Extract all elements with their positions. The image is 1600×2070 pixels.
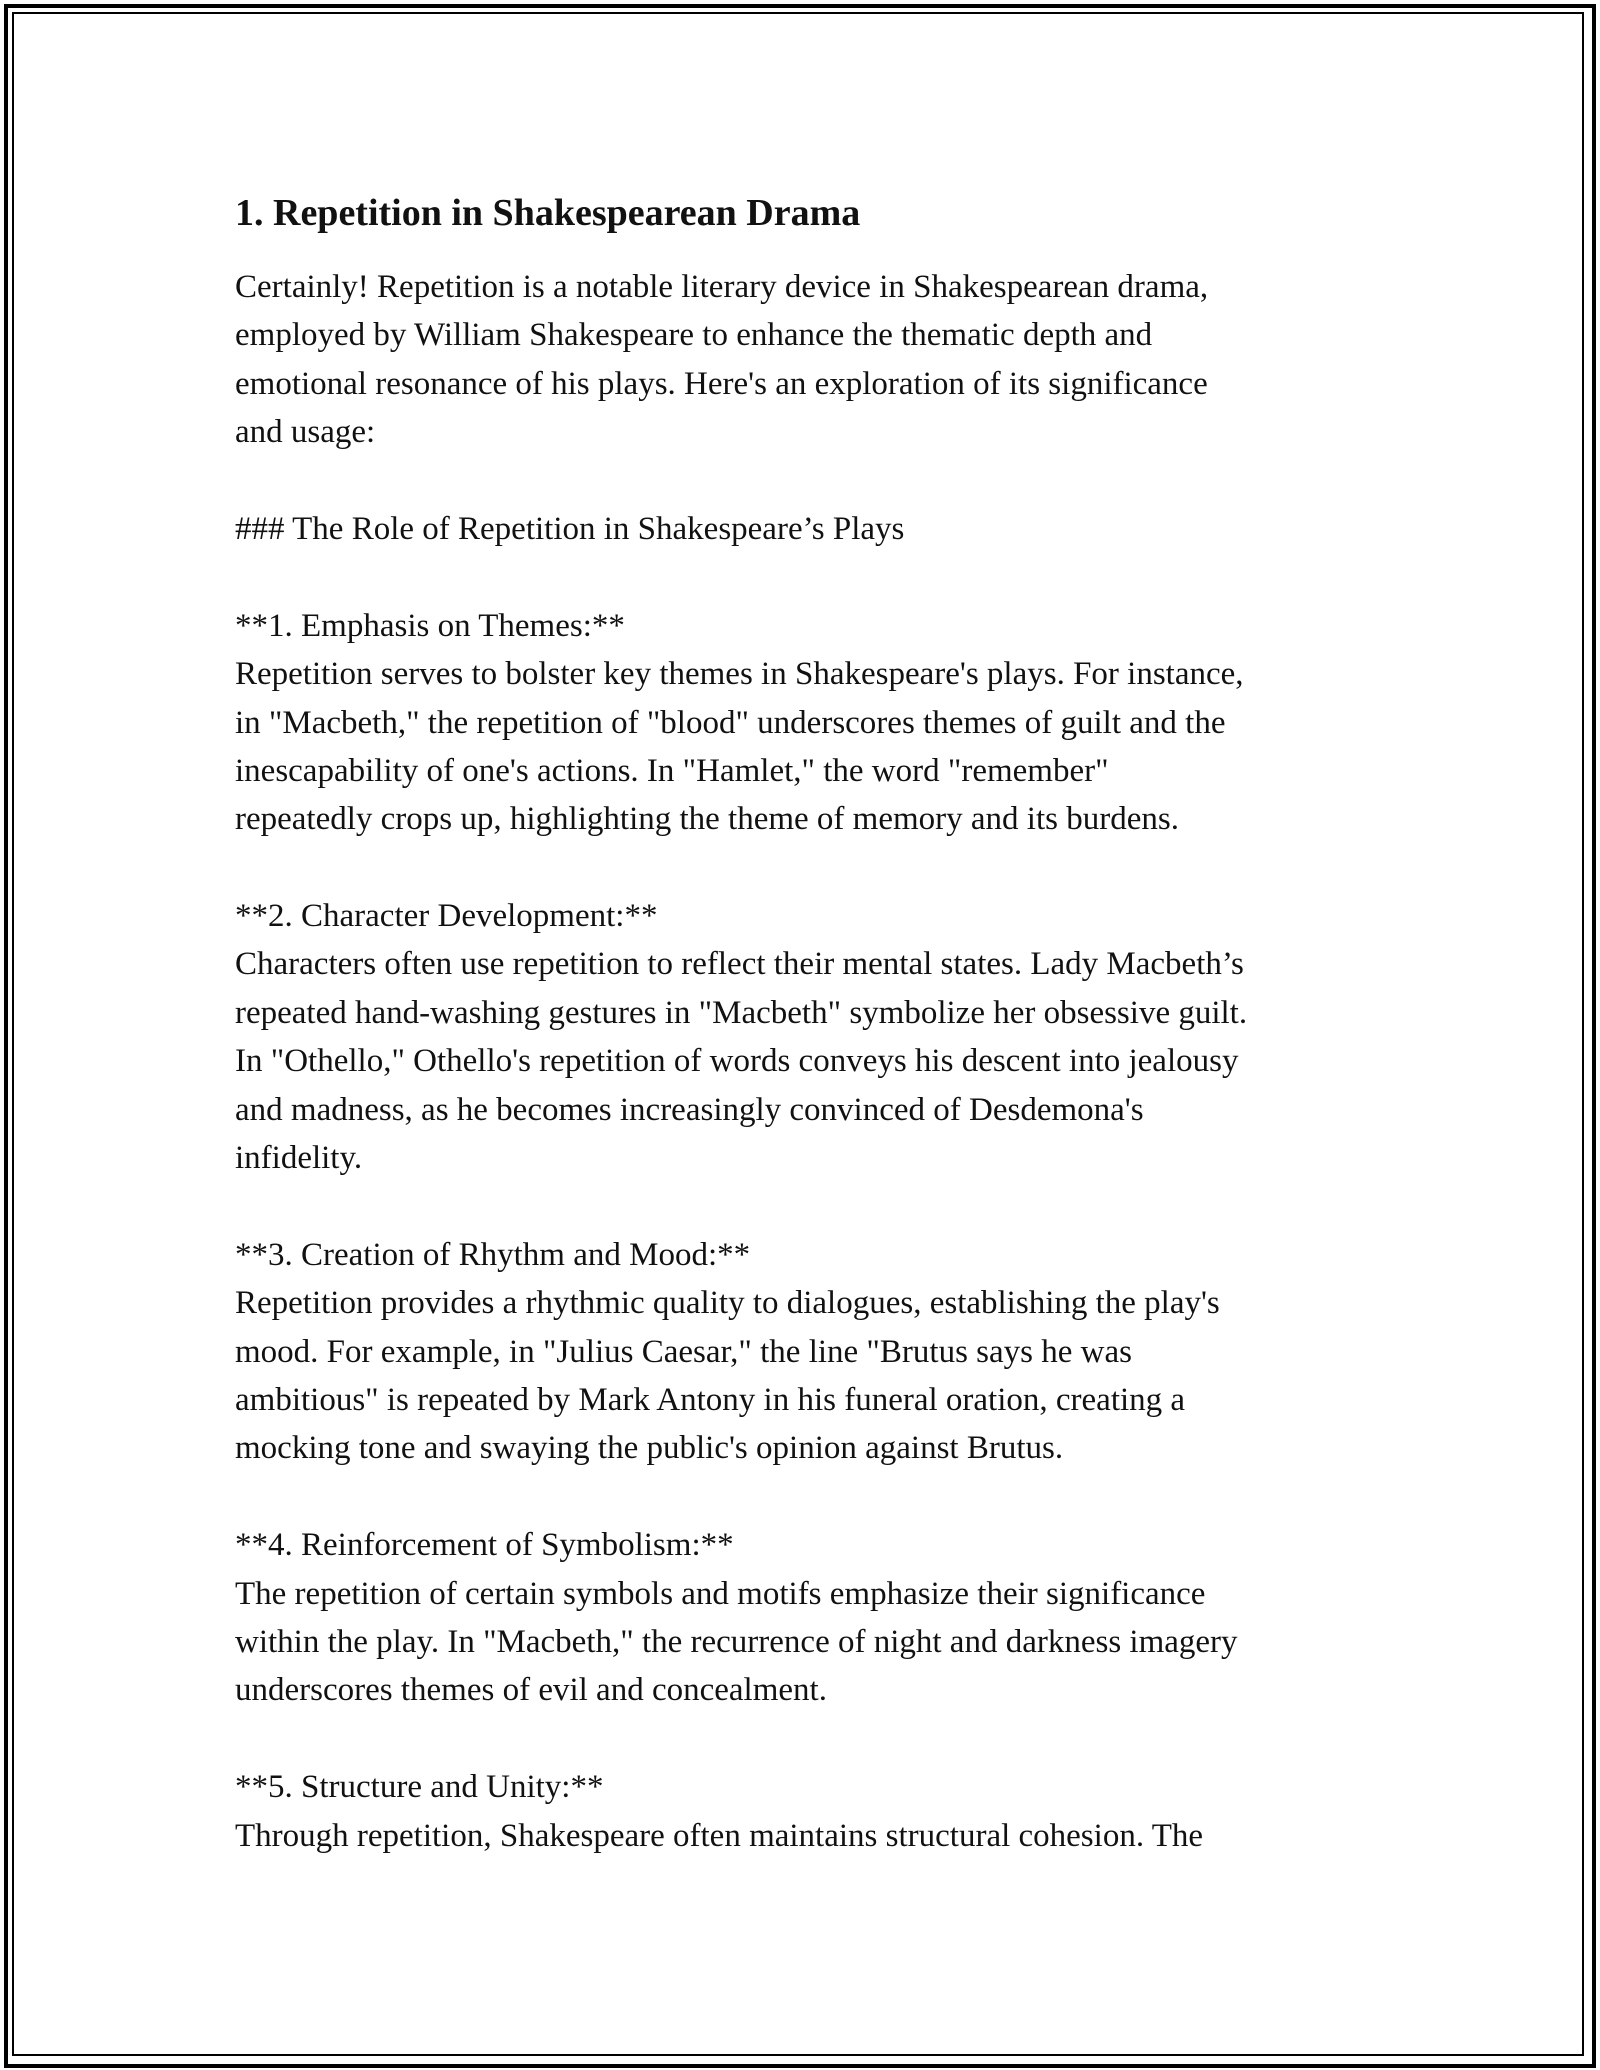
paragraph-gap	[235, 553, 1375, 601]
paragraph-gap	[235, 1182, 1375, 1230]
intro-line: emotional resonance of his plays. Here's an exploration of its significance	[235, 365, 1208, 402]
section-heading	[235, 505, 1375, 553]
point-heading: **2. Character Development:**	[235, 898, 658, 935]
point-line: and madness, as he becomes increasingly convinced of Desdemona's	[235, 1091, 1144, 1128]
point-line: Through repetition, Shakespeare often maintains structural cohesion. The	[235, 1817, 1204, 1854]
point-heading: **1. Emphasis on Themes:**	[235, 607, 625, 644]
point-line: in "Macbeth," the repetition of "blood" underscores themes of guilt and the	[235, 704, 1226, 741]
point-line: repeatedly crops up, highlighting the theme of memory and its burdens.	[235, 801, 1179, 838]
paragraph-gap	[235, 1715, 1375, 1763]
point-line: The repetition of certain symbols and motifs emphasize their significance	[235, 1575, 1206, 1612]
paragraph-gap	[235, 1473, 1375, 1521]
document-body	[235, 185, 1375, 1860]
point-heading: **5. Structure and Unity:**	[235, 1769, 604, 1806]
point-line: underscores themes of evil and concealment.	[235, 1672, 827, 1709]
intro-line: employed by William Shakespeare to enhance the thematic depth and	[235, 317, 1153, 354]
point-symbolism	[235, 1521, 1375, 1715]
point-line: within the play. In "Macbeth," the recurrence of night and darkness imagery	[235, 1623, 1238, 1660]
point-line: mocking tone and swaying the public's opinion against Brutus.	[235, 1430, 1064, 1467]
point-structure-and-unity	[235, 1763, 1375, 1860]
point-line: In "Othello," Othello's repetition of words conveys his descent into jealousy	[235, 1043, 1239, 1080]
point-character-development	[235, 892, 1375, 1182]
point-emphasis-on-themes	[235, 602, 1375, 844]
section-heading-text: ### The Role of Repetition in Shakespeare’s Plays	[235, 510, 905, 547]
intro-paragraph	[235, 263, 1375, 457]
point-line: repeated hand-washing gestures in "Macbeth" symbolize her obsessive guilt.	[235, 994, 1248, 1031]
point-line: mood. For example, in "Julius Caesar," the line "Brutus says he was	[235, 1333, 1132, 1370]
point-heading: **3. Creation of Rhythm and Mood:**	[235, 1236, 751, 1273]
paragraph-gap	[235, 457, 1375, 505]
intro-line: and usage:	[235, 414, 376, 451]
point-line: Repetition serves to bolster key themes in Shakespeare's plays. For instance,	[235, 656, 1244, 693]
point-rhythm-and-mood	[235, 1231, 1375, 1473]
point-line: ambitious" is repeated by Mark Antony in his funeral oration, creating a	[235, 1381, 1186, 1418]
point-line: Characters often use repetition to reflect their mental states. Lady Macbeth’s	[235, 946, 1244, 983]
point-line: inescapability of one's actions. In "Hamlet," the word "remember"	[235, 752, 1109, 789]
point-line: Repetition provides a rhythmic quality to dialogues, establishing the play's	[235, 1285, 1220, 1322]
point-heading: **4. Reinforcement of Symbolism:**	[235, 1527, 734, 1564]
intro-line: Certainly! Repetition is a notable literary device in Shakespearean drama,	[235, 269, 1209, 305]
paragraph-gap	[235, 844, 1375, 892]
point-line: infidelity.	[235, 1140, 363, 1177]
document-title: 1. Repetition in Shakespearean Drama	[235, 192, 861, 234]
